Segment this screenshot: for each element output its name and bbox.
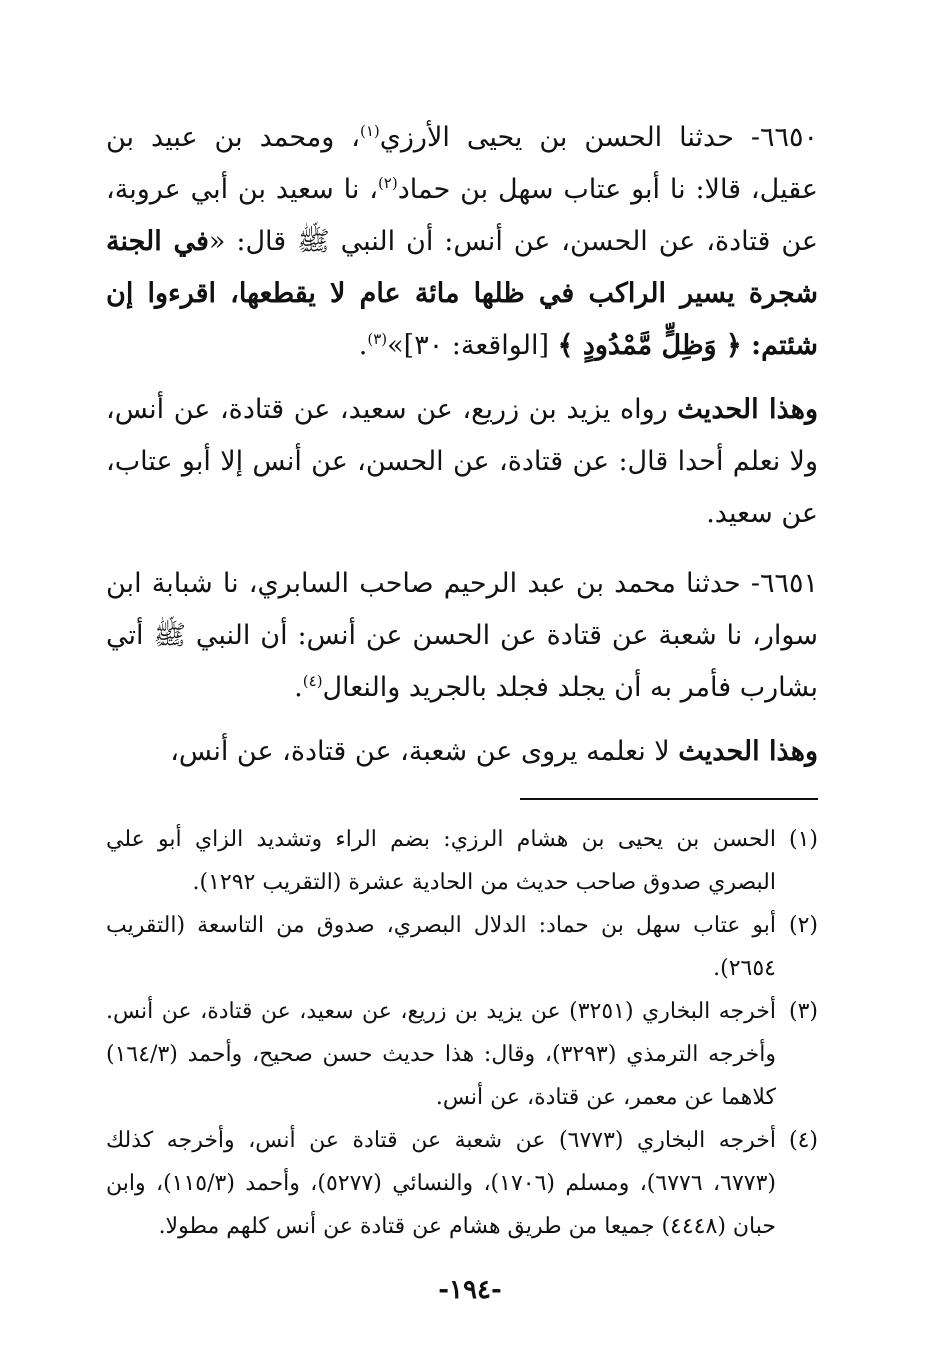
footnote-divider: [520, 798, 818, 800]
hadith-6651: [106, 558, 818, 714]
hadith-6650-matn: في الجنة شجرة يسير الراكب في ظلها مائة عام لا يقطعها، اقرءوا إن شئتم: ﴿ وَظِلٍّ مَّمْدُودٍ ﴾: [106, 226, 818, 361]
footnote-ref-3[interactable]: (٣): [367, 330, 388, 348]
hadith-6650-text: ٦٦٥٠- حدثنا الحسن بن يحيى الأرزي: [379, 122, 818, 153]
commentary-lead: وهذا الحديث: [678, 736, 818, 767]
commentary-6650: [106, 384, 818, 540]
footnote-number: (٤): [788, 1128, 818, 1153]
footnote-ref-4[interactable]: (٤): [302, 672, 323, 690]
hadith-6650-text: ، ومحمد بن عبيد بن عقيل، قالا: نا أبو عتاب سهل بن حماد: [106, 122, 818, 205]
commentary-text: لا نعلمه يروى عن شعبة، عن قتادة، عن أنس،: [170, 736, 679, 767]
commentary-6651: [106, 726, 818, 778]
footnote-number: (٢): [788, 913, 818, 938]
hadith-6650: [106, 112, 818, 372]
footnote-number: (١): [788, 827, 818, 852]
footnote-text: أخرجه البخاري (٦٧٧٣) عن شعبة عن قتادة عن أنس، وأخرجه كذلك (٦٧٧٣، ٦٧٧٦)، ومسلم (١٧٠٦)، والنسائي (٥٢٧٧)، وأحمد (١١٥/٣)، وابن حبان (٤٤٤٨) جميعا من طريق هشام عن قتادة عن أنس كلهم مطولا.: [106, 1128, 776, 1239]
footnote-ref-2[interactable]: (٢): [377, 174, 398, 192]
footnote-text: أخرجه البخاري (٣٢٥١) عن يزيد بن زريع، عن سعيد، عن قتادة، عن أنس. وأخرجه الترمذي (٣٢٩٣)، وقال: هذا حديث حسن صحيح، وأحمد (١٦٤/٣) كلاهما عن معمر، عن قتادة، عن أنس.: [106, 999, 776, 1110]
hadith-6651-text: ٦٦٥١- حدثنا محمد بن عبد الرحيم صاحب السابري، نا شبابة ابن سوار، نا شعبة عن قتادة عن الحسن عن أنس: أن النبي ﷺ أتي بشارب فأمر به أن يجلد فجلد بالجريد والنعال: [106, 568, 818, 703]
footnote-4: [106, 1119, 818, 1248]
commentary-text: رواه يزيد بن زريع، عن سعيد، عن قتادة، عن أنس، ولا نعلم أحدا قال: عن قتادة، عن الحسن، عن أنس إلا أبو عتاب، عن سعيد.: [106, 394, 818, 529]
hadith-6650-end: .: [358, 330, 368, 361]
quran-reference: [الواقعة: ٣٠]»: [387, 330, 558, 361]
hadith-6651-end: .: [294, 672, 303, 703]
footnote-2: [106, 904, 818, 990]
footnote-3: [106, 990, 818, 1119]
footnote-number: (٣): [788, 999, 818, 1024]
page-number: -١٩٤-: [438, 1275, 502, 1305]
footnotes: [106, 818, 818, 1248]
main-text: [106, 112, 818, 778]
footnote-text: أبو عتاب سهل بن حماد: الدلال البصري، صدوق من التاسعة (التقريب ٢٦٥٤).: [106, 913, 776, 981]
hadith-6650-text: ، نا سعيد بن أبي عروبة، عن قتادة، عن الحسن، عن أنس: أن النبي ﷺ قال: «: [106, 174, 818, 257]
footnote-1: [106, 818, 818, 904]
commentary-lead: وهذا الحديث: [677, 394, 818, 425]
footnote-ref-1[interactable]: (١): [359, 122, 380, 140]
footnote-text: الحسن بن يحيى بن هشام الرزي: بضم الراء وتشديد الزاي أبو علي البصري صدوق صاحب حديث من الحادية عشرة (التقريب ١٢٩٢).: [106, 827, 776, 895]
